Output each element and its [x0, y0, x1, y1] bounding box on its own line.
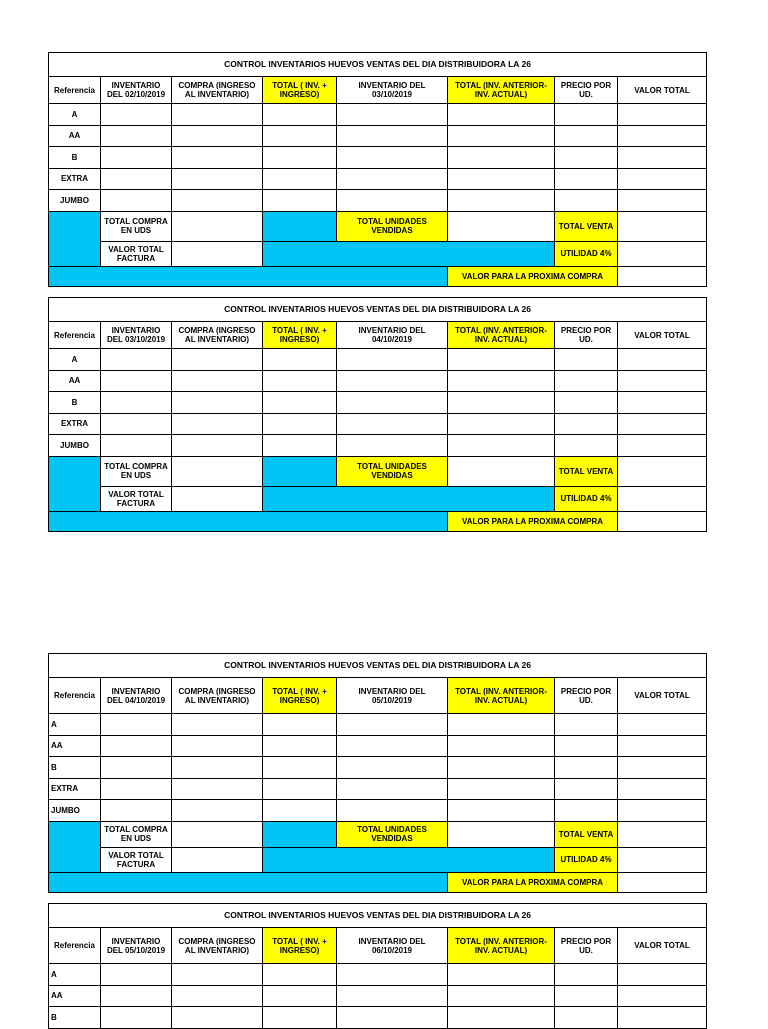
- header-total-diff: TOTAL (INV. ANTERIOR- INV. ACTUAL): [448, 322, 555, 349]
- cell[interactable]: [172, 413, 263, 435]
- header-inventario-curr: INVENTARIO DEL 05/10/2019: [337, 678, 448, 714]
- valor-factura-label: VALOR TOTAL FACTURA: [101, 241, 172, 266]
- blue-fill: [263, 821, 337, 847]
- cell[interactable]: [172, 778, 263, 800]
- utilidad-label: UTILIDAD 4%: [555, 486, 618, 511]
- cell[interactable]: [263, 435, 337, 457]
- cell[interactable]: [337, 778, 448, 800]
- header-total-inv-ingreso: TOTAL ( INV. + INGRESO): [263, 77, 337, 104]
- cell[interactable]: [263, 392, 337, 414]
- utilidad-value[interactable]: [618, 241, 707, 266]
- utilidad-label: UTILIDAD 4%: [555, 847, 618, 872]
- cell[interactable]: [263, 125, 337, 147]
- cell[interactable]: [337, 757, 448, 779]
- cell[interactable]: [448, 190, 555, 212]
- header-inventario-prev: INVENTARIO DEL 02/10/2019: [101, 77, 172, 104]
- cell[interactable]: [172, 125, 263, 147]
- total-venta-label: TOTAL VENTA: [555, 211, 618, 241]
- cell[interactable]: [337, 392, 448, 414]
- ref-cell: B: [49, 147, 101, 169]
- header-compra: COMPRA (INGRESO AL INVENTARIO): [172, 928, 263, 964]
- cell[interactable]: [555, 147, 618, 169]
- utilidad-label: UTILIDAD 4%: [555, 241, 618, 266]
- total-unidades-value[interactable]: [448, 821, 555, 847]
- cell[interactable]: [618, 1007, 707, 1029]
- cell[interactable]: [448, 125, 555, 147]
- cell[interactable]: [172, 104, 263, 126]
- cell[interactable]: [618, 714, 707, 736]
- cell[interactable]: [618, 800, 707, 822]
- cell[interactable]: [172, 1007, 263, 1029]
- cell[interactable]: [448, 985, 555, 1007]
- cell[interactable]: [555, 190, 618, 212]
- header-inventario-curr: INVENTARIO DEL 03/10/2019: [337, 77, 448, 104]
- total-compra-label: TOTAL COMPRA EN UDS: [101, 211, 172, 241]
- cell[interactable]: [263, 985, 337, 1007]
- proxima-compra-label: VALOR PARA LA PROXIMA COMPRA: [448, 872, 618, 892]
- header-total-diff: TOTAL (INV. ANTERIOR- INV. ACTUAL): [448, 678, 555, 714]
- ref-cell: B: [49, 757, 101, 779]
- ref-cell: A: [49, 964, 101, 986]
- cell[interactable]: [337, 985, 448, 1007]
- valor-factura-label: VALOR TOTAL FACTURA: [101, 847, 172, 872]
- cell[interactable]: [101, 190, 172, 212]
- cell[interactable]: [448, 778, 555, 800]
- total-compra-label: TOTAL COMPRA EN UDS: [101, 821, 172, 847]
- cell[interactable]: [555, 964, 618, 986]
- cell[interactable]: [263, 964, 337, 986]
- cell[interactable]: [172, 190, 263, 212]
- cell[interactable]: [101, 435, 172, 457]
- blue-fill: [263, 847, 555, 872]
- cell[interactable]: [172, 349, 263, 371]
- cell[interactable]: [448, 168, 555, 190]
- cell[interactable]: [448, 964, 555, 986]
- cell[interactable]: [555, 104, 618, 126]
- cell[interactable]: [263, 800, 337, 822]
- cell[interactable]: [172, 757, 263, 779]
- cell[interactable]: [337, 168, 448, 190]
- cell[interactable]: [263, 757, 337, 779]
- cell[interactable]: [618, 435, 707, 457]
- blue-fill: [49, 872, 448, 892]
- header-inventario-prev: INVENTARIO DEL 03/10/2019: [101, 322, 172, 349]
- cell[interactable]: [101, 125, 172, 147]
- cell[interactable]: [555, 435, 618, 457]
- ref-cell: JUMBO: [49, 190, 101, 212]
- cell[interactable]: [172, 800, 263, 822]
- cell[interactable]: [263, 735, 337, 757]
- ref-cell: AA: [49, 735, 101, 757]
- cell[interactable]: [101, 413, 172, 435]
- cell[interactable]: [263, 190, 337, 212]
- header-valor-total: VALOR TOTAL: [618, 678, 707, 714]
- cell[interactable]: [618, 125, 707, 147]
- total-unidades-label: TOTAL UNIDADES VENDIDAS: [337, 211, 448, 241]
- proxima-compra-value[interactable]: [618, 511, 707, 531]
- total-venta-label: TOTAL VENTA: [555, 821, 618, 847]
- cell[interactable]: [448, 392, 555, 414]
- cell[interactable]: [448, 370, 555, 392]
- header-total-inv-ingreso: TOTAL ( INV. + INGRESO): [263, 678, 337, 714]
- ref-cell: EXTRA: [49, 778, 101, 800]
- cell[interactable]: [263, 778, 337, 800]
- header-referencia: Referencia: [49, 77, 101, 104]
- cell[interactable]: [618, 413, 707, 435]
- blue-fill: [49, 211, 101, 266]
- inventory-sheet-1: [48, 52, 706, 287]
- cell[interactable]: [337, 370, 448, 392]
- ref-cell: AA: [49, 370, 101, 392]
- header-valor-total: VALOR TOTAL: [618, 77, 707, 104]
- header-inventario-curr: INVENTARIO DEL 04/10/2019: [337, 322, 448, 349]
- proxima-compra-value[interactable]: [618, 872, 707, 892]
- total-compra-label: TOTAL COMPRA EN UDS: [101, 456, 172, 486]
- cell[interactable]: [101, 757, 172, 779]
- header-total-diff: TOTAL (INV. ANTERIOR- INV. ACTUAL): [448, 77, 555, 104]
- cell[interactable]: [172, 370, 263, 392]
- cell[interactable]: [101, 392, 172, 414]
- cell[interactable]: [448, 714, 555, 736]
- cell[interactable]: [172, 714, 263, 736]
- ref-cell: JUMBO: [49, 435, 101, 457]
- proxima-compra-value[interactable]: [618, 266, 707, 286]
- header-compra: COMPRA (INGRESO AL INVENTARIO): [172, 322, 263, 349]
- cell[interactable]: [618, 735, 707, 757]
- total-unidades-value[interactable]: [448, 211, 555, 241]
- cell[interactable]: [101, 370, 172, 392]
- total-compra-value[interactable]: [172, 211, 263, 241]
- sheet-title: CONTROL INVENTARIOS HUEVOS VENTAS DEL DIA DISTRIBUIDORA LA 26: [49, 654, 707, 678]
- sheet-title: CONTROL INVENTARIOS HUEVOS VENTAS DEL DIA DISTRIBUIDORA LA 26: [49, 298, 707, 322]
- cell[interactable]: [263, 147, 337, 169]
- cell[interactable]: [172, 735, 263, 757]
- header-inventario-curr: INVENTARIO DEL 06/10/2019: [337, 928, 448, 964]
- utilidad-value[interactable]: [618, 847, 707, 872]
- cell[interactable]: [555, 392, 618, 414]
- ref-cell: EXTRA: [49, 413, 101, 435]
- cell[interactable]: [337, 435, 448, 457]
- header-total-diff: TOTAL (INV. ANTERIOR- INV. ACTUAL): [448, 928, 555, 964]
- sheet-title: CONTROL INVENTARIOS HUEVOS VENTAS DEL DIA DISTRIBUIDORA LA 26: [49, 53, 707, 77]
- cell[interactable]: [618, 778, 707, 800]
- cell[interactable]: [263, 413, 337, 435]
- cell[interactable]: [555, 1007, 618, 1029]
- cell[interactable]: [555, 370, 618, 392]
- cell[interactable]: [101, 104, 172, 126]
- cell[interactable]: [172, 964, 263, 986]
- header-compra: COMPRA (INGRESO AL INVENTARIO): [172, 678, 263, 714]
- ref-cell: JUMBO: [49, 800, 101, 822]
- header-precio: PRECIO POR UD.: [555, 322, 618, 349]
- cell[interactable]: [555, 168, 618, 190]
- ref-cell: A: [49, 104, 101, 126]
- header-compra: COMPRA (INGRESO AL INVENTARIO): [172, 77, 263, 104]
- cell[interactable]: [618, 985, 707, 1007]
- valor-factura-value[interactable]: [172, 486, 263, 511]
- cell[interactable]: [263, 370, 337, 392]
- blue-fill: [49, 456, 101, 511]
- cell[interactable]: [448, 349, 555, 371]
- cell[interactable]: [555, 413, 618, 435]
- inventory-sheet-2: [48, 297, 706, 532]
- cell[interactable]: [448, 757, 555, 779]
- cell[interactable]: [101, 735, 172, 757]
- proxima-compra-label: VALOR PARA LA PROXIMA COMPRA: [448, 511, 618, 531]
- ref-cell: A: [49, 714, 101, 736]
- valor-factura-value[interactable]: [172, 241, 263, 266]
- valor-factura-label: VALOR TOTAL FACTURA: [101, 486, 172, 511]
- header-precio: PRECIO POR UD.: [555, 928, 618, 964]
- cell[interactable]: [448, 1007, 555, 1029]
- cell[interactable]: [618, 349, 707, 371]
- cell[interactable]: [337, 125, 448, 147]
- cell[interactable]: [101, 349, 172, 371]
- cell[interactable]: [448, 413, 555, 435]
- cell[interactable]: [555, 757, 618, 779]
- ref-cell: AA: [49, 985, 101, 1007]
- total-compra-value[interactable]: [172, 821, 263, 847]
- cell[interactable]: [263, 714, 337, 736]
- cell[interactable]: [263, 104, 337, 126]
- proxima-compra-label: VALOR PARA LA PROXIMA COMPRA: [448, 266, 618, 286]
- cell[interactable]: [555, 985, 618, 1007]
- cell[interactable]: [101, 985, 172, 1007]
- cell[interactable]: [101, 964, 172, 986]
- cell[interactable]: [448, 800, 555, 822]
- utilidad-value[interactable]: [618, 486, 707, 511]
- inventory-sheet-4: [48, 903, 706, 1029]
- cell[interactable]: [101, 168, 172, 190]
- cell[interactable]: [555, 735, 618, 757]
- blue-fill: [49, 266, 448, 286]
- inventory-sheet-3: [48, 653, 706, 893]
- blue-fill: [263, 486, 555, 511]
- header-precio: PRECIO POR UD.: [555, 77, 618, 104]
- total-venta-value[interactable]: [618, 211, 707, 241]
- blue-fill: [263, 241, 555, 266]
- cell[interactable]: [263, 168, 337, 190]
- cell[interactable]: [448, 147, 555, 169]
- cell[interactable]: [618, 757, 707, 779]
- cell[interactable]: [555, 778, 618, 800]
- cell[interactable]: [337, 349, 448, 371]
- cell[interactable]: [172, 147, 263, 169]
- total-unidades-label: TOTAL UNIDADES VENDIDAS: [337, 456, 448, 486]
- cell[interactable]: [101, 800, 172, 822]
- cell[interactable]: [101, 778, 172, 800]
- total-venta-value[interactable]: [618, 456, 707, 486]
- header-total-inv-ingreso: TOTAL ( INV. + INGRESO): [263, 928, 337, 964]
- header-referencia: Referencia: [49, 322, 101, 349]
- header-inventario-prev: INVENTARIO DEL 05/10/2019: [101, 928, 172, 964]
- header-total-inv-ingreso: TOTAL ( INV. + INGRESO): [263, 322, 337, 349]
- cell[interactable]: [448, 435, 555, 457]
- cell[interactable]: [618, 147, 707, 169]
- total-venta-value[interactable]: [618, 821, 707, 847]
- cell[interactable]: [101, 714, 172, 736]
- cell[interactable]: [337, 413, 448, 435]
- cell[interactable]: [337, 735, 448, 757]
- cell[interactable]: [555, 125, 618, 147]
- ref-cell: B: [49, 392, 101, 414]
- total-venta-label: TOTAL VENTA: [555, 456, 618, 486]
- cell[interactable]: [263, 1007, 337, 1029]
- header-referencia: Referencia: [49, 928, 101, 964]
- total-unidades-value[interactable]: [448, 456, 555, 486]
- header-valor-total: VALOR TOTAL: [618, 928, 707, 964]
- header-inventario-prev: INVENTARIO DEL 04/10/2019: [101, 678, 172, 714]
- cell[interactable]: [337, 1007, 448, 1029]
- ref-cell: EXTRA: [49, 168, 101, 190]
- header-referencia: Referencia: [49, 678, 101, 714]
- cell[interactable]: [337, 800, 448, 822]
- cell[interactable]: [555, 349, 618, 371]
- cell[interactable]: [618, 964, 707, 986]
- blue-fill: [49, 511, 448, 531]
- cell[interactable]: [337, 964, 448, 986]
- cell[interactable]: [172, 168, 263, 190]
- ref-cell: A: [49, 349, 101, 371]
- cell[interactable]: [101, 147, 172, 169]
- cell[interactable]: [618, 392, 707, 414]
- total-unidades-label: TOTAL UNIDADES VENDIDAS: [337, 821, 448, 847]
- cell[interactable]: [263, 349, 337, 371]
- total-compra-value[interactable]: [172, 456, 263, 486]
- cell[interactable]: [448, 735, 555, 757]
- valor-factura-value[interactable]: [172, 847, 263, 872]
- blue-fill: [263, 456, 337, 486]
- cell[interactable]: [555, 800, 618, 822]
- header-precio: PRECIO POR UD.: [555, 678, 618, 714]
- cell[interactable]: [172, 435, 263, 457]
- blue-fill: [49, 821, 101, 872]
- cell[interactable]: [337, 104, 448, 126]
- cell[interactable]: [618, 104, 707, 126]
- cell[interactable]: [337, 147, 448, 169]
- header-valor-total: VALOR TOTAL: [618, 322, 707, 349]
- cell[interactable]: [337, 190, 448, 212]
- cell[interactable]: [448, 104, 555, 126]
- cell[interactable]: [337, 714, 448, 736]
- blue-fill: [263, 211, 337, 241]
- ref-cell: B: [49, 1007, 101, 1029]
- cell[interactable]: [172, 985, 263, 1007]
- sheet-title: CONTROL INVENTARIOS HUEVOS VENTAS DEL DIA DISTRIBUIDORA LA 26: [49, 904, 707, 928]
- ref-cell: AA: [49, 125, 101, 147]
- cell[interactable]: [172, 392, 263, 414]
- cell[interactable]: [618, 168, 707, 190]
- cell[interactable]: [101, 1007, 172, 1029]
- cell[interactable]: [555, 714, 618, 736]
- cell[interactable]: [618, 190, 707, 212]
- cell[interactable]: [618, 370, 707, 392]
